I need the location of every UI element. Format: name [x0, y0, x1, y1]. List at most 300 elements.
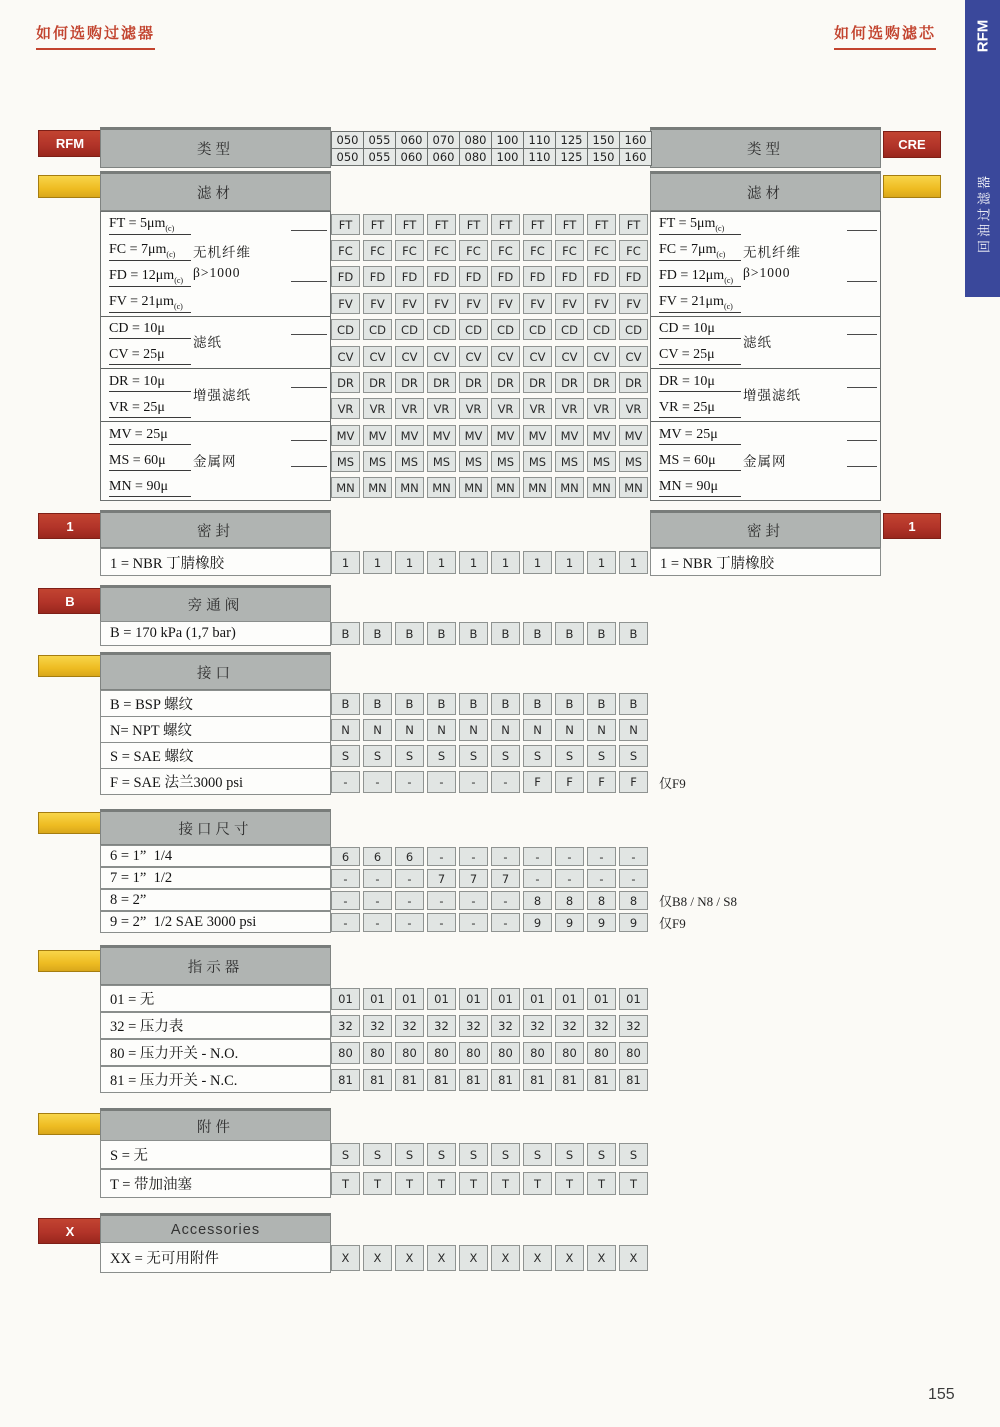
media-row-label: MS = 60μ [109, 452, 191, 471]
media-code-cell: FT [331, 214, 360, 235]
media-code-cell: MV [363, 425, 392, 446]
media-row [651, 474, 880, 500]
media-label-subscript: (c) [715, 223, 725, 233]
size-cell: 160 [619, 148, 652, 166]
seal-code-cell: 1 [523, 551, 552, 574]
media-code-cell: MN [395, 477, 424, 498]
accessories-code-cell: X [523, 1245, 552, 1271]
fittings-code-cell: T [587, 1172, 616, 1195]
seal-code-cell: 1 [395, 551, 424, 574]
seal-option-label: 1 = NBR 丁腈橡胶 [100, 548, 331, 576]
media-code-cell: FD [619, 266, 648, 287]
media-row-label: DR = 10μ [659, 373, 741, 392]
port-size-code-cell: - [363, 869, 392, 888]
ports-code-cell: N [619, 719, 648, 741]
media-code-cell: CD [619, 319, 648, 340]
port-size-code-cell: 9 [587, 913, 616, 932]
size-cell: 150 [587, 148, 620, 166]
port-size-code-cell: - [491, 847, 520, 866]
media-code-cell: MV [619, 425, 648, 446]
port-size-code-cell: - [331, 913, 360, 932]
media-code-cell: MN [491, 477, 520, 498]
port-size-code-cell: 9 [555, 913, 584, 932]
accessories-code-cell: X [331, 1245, 360, 1271]
size-cell: 160 [619, 131, 652, 149]
media-code-cell: MV [331, 425, 360, 446]
media-row [101, 421, 330, 448]
fittings-code-cell: T [363, 1172, 392, 1195]
media-row-label: FV = $21\mu m_{(c)}$ [109, 293, 191, 313]
port-size-code-cell: - [555, 869, 584, 888]
ports-code-cell: B [491, 693, 520, 715]
indicator-code-cell: 01 [363, 988, 392, 1010]
accessories-code-cell: X [427, 1245, 456, 1271]
media-code-cell: CV [427, 346, 456, 367]
ports-code-cell: S [395, 745, 424, 767]
indicator-code-cell: 80 [619, 1042, 648, 1064]
ports-code-cell: N [555, 719, 584, 741]
ports-code-cell: S [587, 745, 616, 767]
port-size-code-cell: - [363, 913, 392, 932]
media-label-subscript: (c) [716, 249, 726, 259]
indicator-code-cell: 01 [587, 988, 616, 1010]
media-code-cell: FC [427, 240, 456, 261]
port-size-code-cell: 8 [523, 891, 552, 910]
port-size-option-label: 6 = 1” 1/4 [100, 845, 331, 867]
media-right-badge [883, 175, 941, 198]
media-code-cell: FV [587, 293, 616, 314]
port-size-code-cell: 6 [331, 847, 360, 866]
ports-code-cell: N [331, 719, 360, 741]
media-code-cell: FT [587, 214, 616, 235]
ports-code-cell: B [619, 693, 648, 715]
type-header: 类型 [100, 127, 331, 168]
size-cell: 150 [587, 131, 620, 149]
seal-header-right: 密封 [650, 510, 881, 548]
size-cell: 080 [459, 131, 492, 149]
media-row-label: CD = 10μ [109, 320, 191, 339]
fittings-header: 附件 [100, 1108, 331, 1142]
ports-code-cell: B [395, 693, 424, 715]
indicator-code-cell: 01 [619, 988, 648, 1010]
media-code-cell: FV [459, 293, 488, 314]
media-group-label: 金属网 [743, 454, 787, 469]
row-connector-line [291, 440, 327, 441]
ports-code-cell: B [459, 693, 488, 715]
port-size-code-cell: - [587, 847, 616, 866]
seal-code-cell: 1 [459, 551, 488, 574]
seal-code-cell: 1 [491, 551, 520, 574]
seal-code-cell: 1 [587, 551, 616, 574]
fittings-code-cell: T [523, 1172, 552, 1195]
media-code-cell: MV [555, 425, 584, 446]
media-code-cell: CV [587, 346, 616, 367]
size-cell: 055 [363, 131, 396, 149]
ports-note: 仅F9 [659, 775, 686, 791]
size-cell: 125 [555, 131, 588, 149]
fittings-code-cell: S [619, 1143, 648, 1166]
fittings-code-cell: T [491, 1172, 520, 1195]
media-code-cell: CD [491, 319, 520, 340]
media-label-subscript: (c) [724, 275, 734, 285]
media-code-cell: MN [427, 477, 456, 498]
media-code-cell: FD [395, 266, 424, 287]
ports-code-cell: F [555, 771, 584, 793]
fittings-option-label: S = 无 [100, 1140, 331, 1169]
bypass-code-cell: B [363, 622, 392, 645]
indicator-code-cell: 81 [331, 1069, 360, 1091]
bypass-code-cell: B [587, 622, 616, 645]
port-size-code-cell: - [427, 891, 456, 910]
ports-code-cell: S [523, 745, 552, 767]
bypass-code-cell: B [331, 622, 360, 645]
size-cell: 070 [427, 131, 460, 149]
media-code-cell: CD [427, 319, 456, 340]
indicator-code-cell: 01 [331, 988, 360, 1010]
port-size-code-cell: - [363, 891, 392, 910]
port-size-code-cell: 9 [523, 913, 552, 932]
ports-code-cell: - [459, 771, 488, 793]
accessories-code-cell: X [459, 1245, 488, 1271]
media-code-cell: CV [395, 346, 424, 367]
fittings-code-cell: S [363, 1143, 392, 1166]
indicator-code-cell: 01 [395, 988, 424, 1010]
ports-code-cell: F [523, 771, 552, 793]
indicator-code-cell: 81 [363, 1069, 392, 1091]
media-code-cell: DR [523, 372, 552, 393]
port-size-code-cell: - [395, 869, 424, 888]
indicator-code-cell: 01 [427, 988, 456, 1010]
media-row-label: CD = 10μ [659, 320, 741, 339]
ports-code-cell: - [427, 771, 456, 793]
ports-code-cell: N [363, 719, 392, 741]
fittings-code-cell: S [523, 1143, 552, 1166]
seal-code-cell: 1 [427, 551, 456, 574]
media-header: 滤材 [100, 171, 331, 211]
ports-code-cell: S [491, 745, 520, 767]
media-code-cell: FT [523, 214, 552, 235]
indicator-code-cell: 80 [363, 1042, 392, 1064]
ports-code-cell: B [427, 693, 456, 715]
indicator-option-label: 80 = 压力开关 - N.O. [100, 1039, 331, 1066]
ports-code-cell: S [459, 745, 488, 767]
media-row-label: CV = 25μ [659, 346, 741, 365]
media-code-cell: CD [363, 319, 392, 340]
media-code-cell: CD [523, 319, 552, 340]
media-group-label: 无机纤维 [743, 245, 801, 260]
media-code-cell: DR [363, 372, 392, 393]
page-title-left: 如何选购过滤器 [36, 22, 155, 50]
size-cell: 110 [523, 131, 556, 149]
media-code-cell: CV [555, 346, 584, 367]
indicator-code-cell: 81 [523, 1069, 552, 1091]
accessories-header: Accessories [100, 1213, 331, 1244]
ports-code-cell: B [331, 693, 360, 715]
ports-code-cell: N [587, 719, 616, 741]
indicator-option-label: 81 = 压力开关 - N.C. [100, 1066, 331, 1093]
indicator-code-cell: 80 [523, 1042, 552, 1064]
size-cell: 110 [523, 148, 556, 166]
indicator-code-cell: 01 [491, 988, 520, 1010]
size-cell: 055 [363, 148, 396, 166]
ports-code-cell: N [491, 719, 520, 741]
media-code-cell: CV [331, 346, 360, 367]
media-code-cell: VR [363, 398, 392, 419]
media-code-cell: FT [555, 214, 584, 235]
row-connector-line [291, 230, 327, 231]
page-number: 155 [928, 1386, 955, 1403]
port-size-note: 仅B8 / N8 / S8 [659, 894, 738, 909]
media-code-cell: VR [587, 398, 616, 419]
page-title-right: 如何选购滤芯 [834, 22, 936, 50]
media-code-cell: FT [427, 214, 456, 235]
media-code-cell: MN [619, 477, 648, 498]
media-panel [650, 211, 881, 501]
indicator-code-cell: 81 [491, 1069, 520, 1091]
media-code-cell: MS [395, 451, 424, 472]
port-size-code-cell: 8 [555, 891, 584, 910]
media-code-cell: FC [555, 240, 584, 261]
port-size-option-label: 9 = 2” 1/2 SAE 3000 psi [100, 911, 331, 933]
indicator-option-label: 01 = 无 [100, 985, 331, 1012]
row-connector-line [847, 334, 877, 335]
media-code-cell: FV [523, 293, 552, 314]
indicator-code-cell: 81 [395, 1069, 424, 1091]
indicator-badge [38, 950, 102, 972]
media-row [651, 290, 880, 316]
seal-code-cell: 1 [619, 551, 648, 574]
media-label-subscript: (c) [723, 301, 733, 311]
media-code-cell: VR [331, 398, 360, 419]
media-code-cell: FC [363, 240, 392, 261]
indicator-code-cell: 80 [491, 1042, 520, 1064]
indicator-code-cell: 80 [395, 1042, 424, 1064]
port-size-code-cell: - [555, 847, 584, 866]
media-code-cell: FV [491, 293, 520, 314]
media-row-label: FC = $7\mu m_{(c)}$ [109, 241, 191, 261]
media-code-cell: VR [459, 398, 488, 419]
ports-code-cell: B [363, 693, 392, 715]
media-code-cell: DR [555, 372, 584, 393]
media-code-cell: FV [363, 293, 392, 314]
accessories-code-cell: X [395, 1245, 424, 1271]
row-connector-line [291, 281, 327, 282]
row-connector-line [291, 387, 327, 388]
size-cell: 060 [427, 148, 460, 166]
bypass-header: 旁通阀 [100, 585, 331, 622]
media-group-label: 滤纸 [743, 335, 772, 350]
indicator-code-cell: 80 [459, 1042, 488, 1064]
media-code-cell: FC [491, 240, 520, 261]
type-left-badge: RFM [38, 130, 102, 157]
port-size-code-cell: - [395, 913, 424, 932]
media-code-cell: CV [619, 346, 648, 367]
media-code-cell: VR [395, 398, 424, 419]
media-row-label: VR = 25μ [109, 399, 191, 418]
indicator-code-cell: 81 [459, 1069, 488, 1091]
ports-header: 接口 [100, 652, 331, 690]
media-row-label: FT = $5\mu m_{(c)}$ [109, 215, 191, 235]
media-code-cell: VR [523, 398, 552, 419]
media-code-cell: MV [491, 425, 520, 446]
media-code-cell: FD [555, 266, 584, 287]
fittings-code-cell: T [619, 1172, 648, 1195]
port-size-code-cell: - [491, 913, 520, 932]
ports-code-cell: - [363, 771, 392, 793]
media-code-cell: MS [427, 451, 456, 472]
media-code-cell: MV [427, 425, 456, 446]
port-size-note: 仅F9 [659, 916, 686, 931]
media-code-cell: FD [331, 266, 360, 287]
port-size-code-cell: 7 [427, 869, 456, 888]
row-connector-line [847, 230, 877, 231]
media-panel [100, 211, 331, 501]
media-code-cell: MV [459, 425, 488, 446]
fittings-code-cell: T [555, 1172, 584, 1195]
port-size-code-cell: - [587, 869, 616, 888]
media-row-label: MN = 90μ [659, 478, 741, 497]
type-header-right: 类型 [650, 127, 881, 168]
ports-code-cell: - [331, 771, 360, 793]
port-size-code-cell: - [395, 891, 424, 910]
accessories-badge: X [38, 1218, 102, 1244]
ports-code-cell: S [619, 745, 648, 767]
media-code-cell: DR [587, 372, 616, 393]
fittings-code-cell: S [491, 1143, 520, 1166]
port-size-code-cell: - [619, 869, 648, 888]
fittings-code-cell: S [459, 1143, 488, 1166]
size-cell: 060 [395, 148, 428, 166]
media-row-label: MN = 90μ [109, 478, 191, 497]
row-connector-line [291, 334, 327, 335]
indicator-code-cell: 32 [395, 1015, 424, 1037]
indicator-code-cell: 32 [363, 1015, 392, 1037]
ports-option-label: F = SAE 法兰3000 psi [100, 768, 331, 795]
ports-code-cell: B [523, 693, 552, 715]
media-row-label: FT = $5\mu m_{(c)}$ [659, 215, 741, 235]
ports-code-cell: S [331, 745, 360, 767]
media-code-cell: MS [331, 451, 360, 472]
media-code-cell: FD [427, 266, 456, 287]
fittings-code-cell: S [587, 1143, 616, 1166]
media-code-cell: CV [491, 346, 520, 367]
media-code-cell: MN [363, 477, 392, 498]
fittings-code-cell: S [555, 1143, 584, 1166]
indicator-code-cell: 80 [587, 1042, 616, 1064]
row-connector-line [847, 281, 877, 282]
bypass-option-label: B = 170 kPa (1,7 bar) [100, 621, 331, 646]
port-size-code-cell: - [459, 847, 488, 866]
port-size-code-cell: - [427, 913, 456, 932]
sidebar-tab-bar [965, 0, 1000, 297]
fittings-badge [38, 1113, 102, 1135]
port-size-code-cell: - [619, 847, 648, 866]
port-size-option-label: 8 = 2” [100, 889, 331, 911]
port-size-code-cell: 7 [459, 869, 488, 888]
media-label-subscript: (c) [174, 275, 184, 285]
port-size-code-cell: - [331, 891, 360, 910]
indicator-header: 指示器 [100, 945, 331, 985]
indicator-code-cell: 32 [619, 1015, 648, 1037]
media-code-cell: MS [587, 451, 616, 472]
ports-code-cell: - [395, 771, 424, 793]
media-row-label: CV = 25μ [109, 346, 191, 365]
ports-code-cell: N [523, 719, 552, 741]
row-connector-line [847, 466, 877, 467]
port-size-code-cell: - [523, 869, 552, 888]
type-right-badge: CRE [883, 131, 941, 158]
fittings-code-cell: S [427, 1143, 456, 1166]
size-cell: 100 [491, 148, 524, 166]
media-code-cell: DR [395, 372, 424, 393]
media-row [651, 212, 880, 238]
media-group-label: 增强滤纸 [743, 388, 801, 403]
size-cell: 100 [491, 131, 524, 149]
port-size-code-cell: - [491, 891, 520, 910]
indicator-code-cell: 81 [555, 1069, 584, 1091]
ports-code-cell: F [619, 771, 648, 793]
media-code-cell: FD [523, 266, 552, 287]
seal-code-cell: 1 [555, 551, 584, 574]
seal-option-label-right: 1 = NBR 丁腈橡胶 [650, 548, 881, 576]
ports-code-cell: N [459, 719, 488, 741]
media-code-cell: FV [619, 293, 648, 314]
media-group-label: β>1000 [193, 265, 241, 280]
fittings-code-cell: T [395, 1172, 424, 1195]
media-code-cell: FC [331, 240, 360, 261]
media-code-cell: MN [587, 477, 616, 498]
indicator-code-cell: 81 [427, 1069, 456, 1091]
media-code-cell: MV [523, 425, 552, 446]
media-group-label: β>1000 [743, 265, 791, 280]
media-code-cell: DR [427, 372, 456, 393]
media-row [101, 474, 330, 500]
media-code-cell: FD [363, 266, 392, 287]
media-code-cell: FD [587, 266, 616, 287]
media-group-label: 无机纤维 [193, 245, 251, 260]
accessories-option-label: XX = 无可用附件 [100, 1242, 331, 1273]
media-row-label: FV = $21\mu m_{(c)}$ [659, 293, 741, 313]
port-size-code-cell: 8 [587, 891, 616, 910]
media-row-label: MS = 60μ [659, 452, 741, 471]
indicator-code-cell: 32 [523, 1015, 552, 1037]
media-code-cell: FV [427, 293, 456, 314]
ports-option-label: B = BSP 螺纹 [100, 690, 331, 717]
media-code-cell: FV [331, 293, 360, 314]
indicator-code-cell: 81 [587, 1069, 616, 1091]
media-code-cell: MS [363, 451, 392, 472]
media-group-label: 金属网 [193, 454, 237, 469]
bypass-code-cell: B [523, 622, 552, 645]
port-size-code-cell: - [459, 913, 488, 932]
media-code-cell: MS [555, 451, 584, 472]
indicator-code-cell: 01 [555, 988, 584, 1010]
media-code-cell: MV [395, 425, 424, 446]
media-code-cell: CD [459, 319, 488, 340]
media-code-cell: DR [331, 372, 360, 393]
media-group-label: 滤纸 [193, 335, 222, 350]
ports-code-cell: S [363, 745, 392, 767]
indicator-code-cell: 80 [427, 1042, 456, 1064]
ports-option-label: N= NPT 螺纹 [100, 716, 331, 743]
media-code-cell: DR [619, 372, 648, 393]
fittings-code-cell: T [459, 1172, 488, 1195]
media-code-cell: CD [587, 319, 616, 340]
media-code-cell: DR [459, 372, 488, 393]
size-cell: 125 [555, 148, 588, 166]
media-row-label: FD = $12\mu m_{(c)}$ [109, 267, 191, 287]
port-size-code-cell: 6 [363, 847, 392, 866]
